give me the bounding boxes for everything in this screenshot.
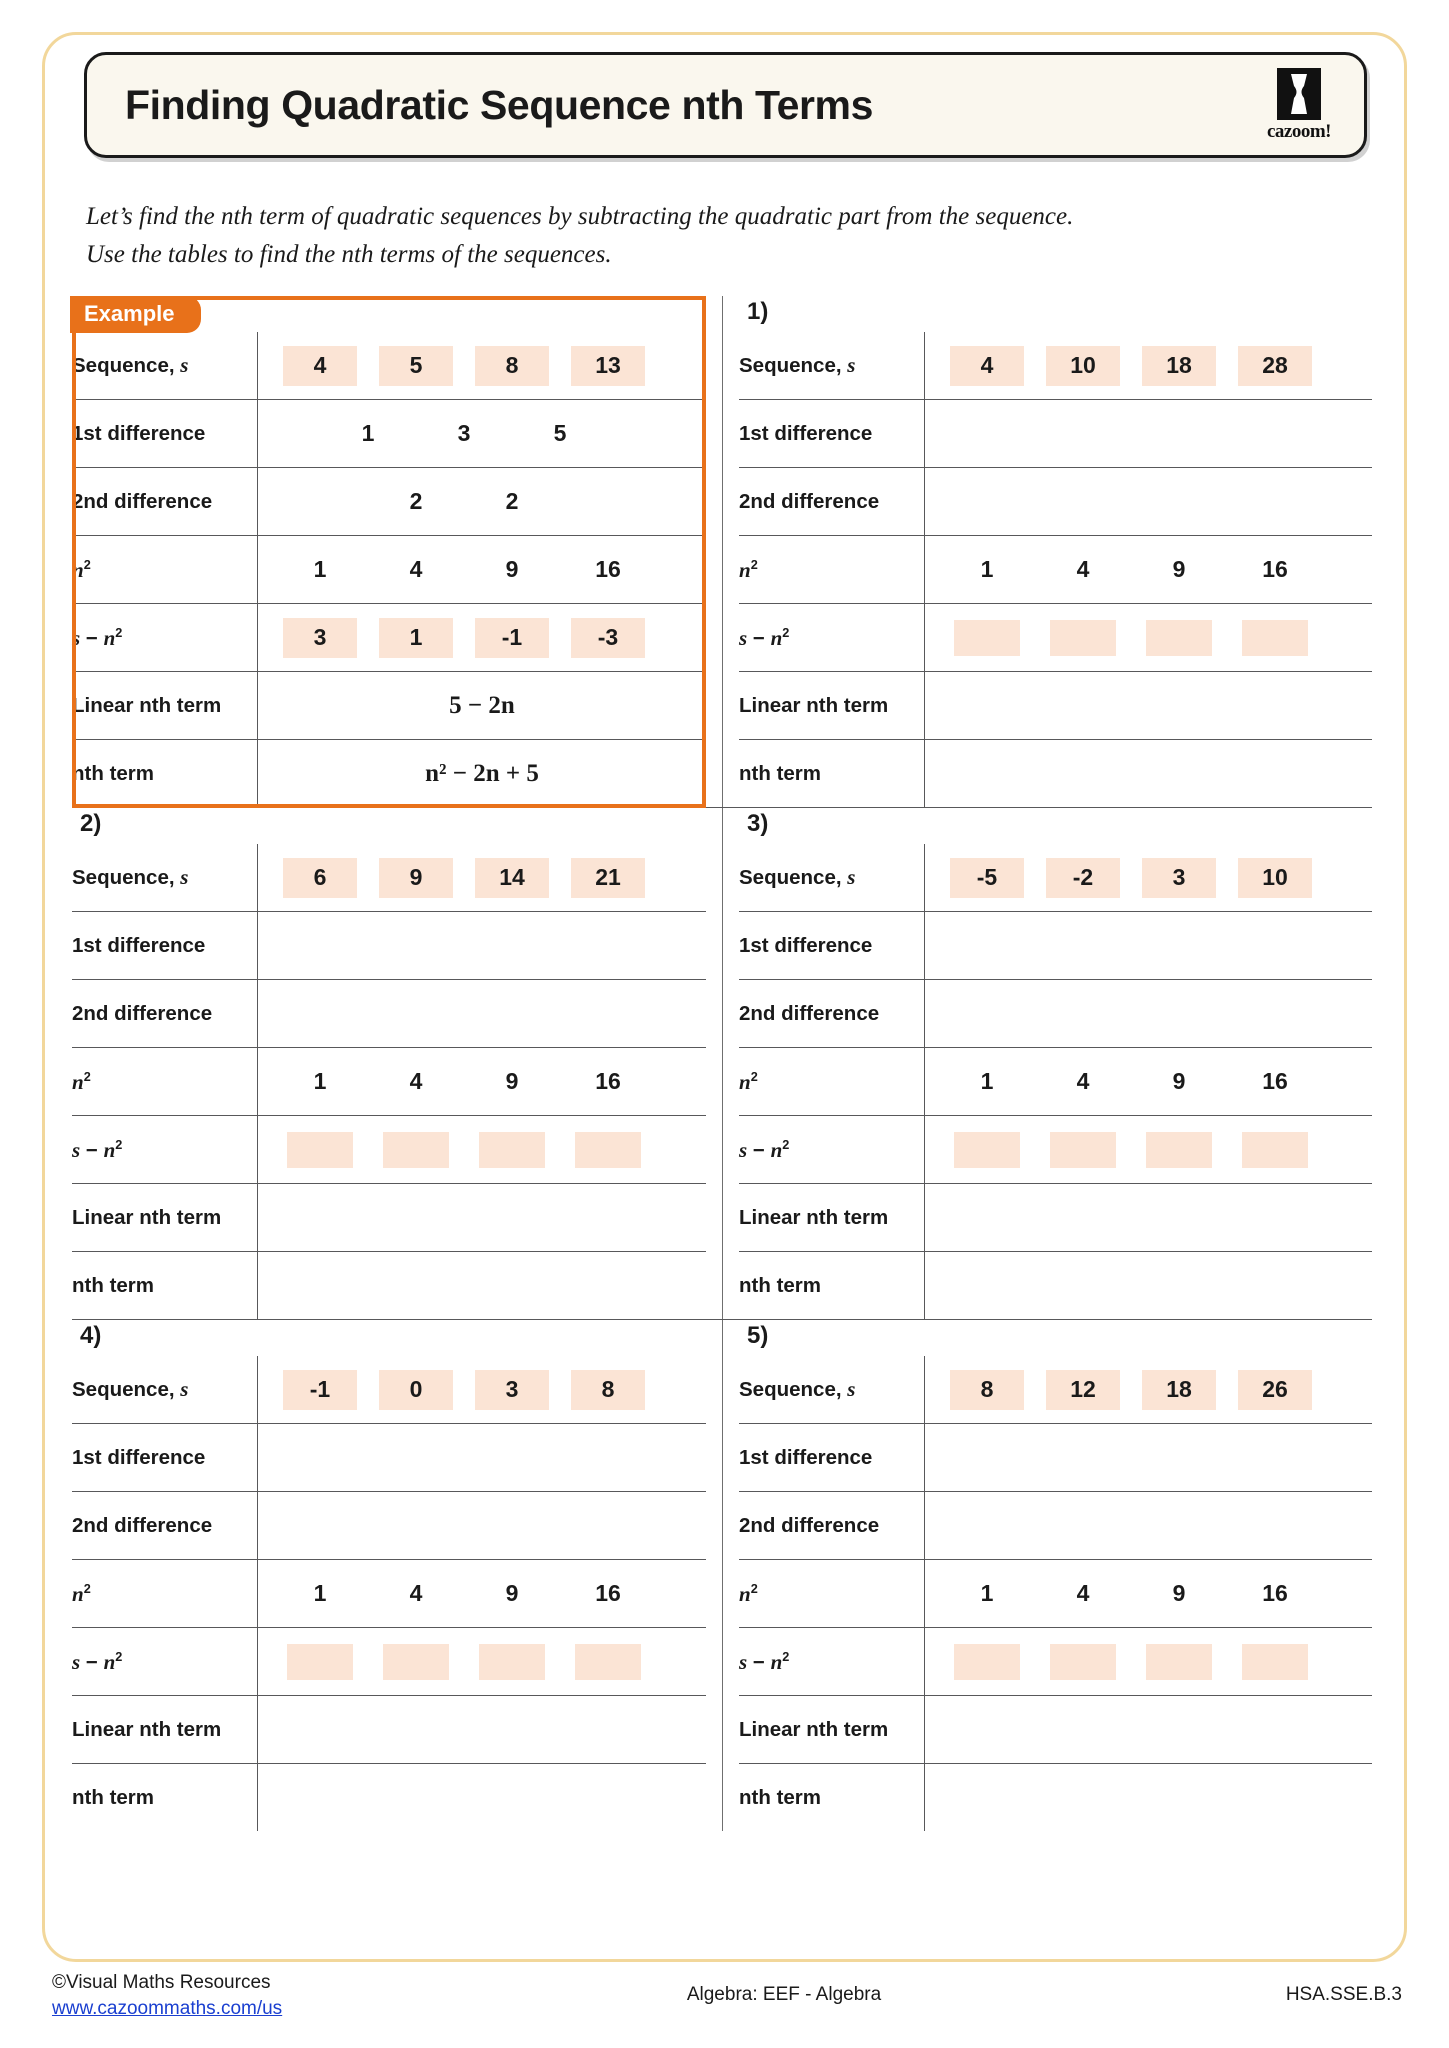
row-label-second-difference: 2nd difference	[72, 1492, 258, 1560]
value-text: 16	[595, 1068, 621, 1094]
row-label-second-difference: 2nd difference	[72, 980, 258, 1048]
table-row-nth-term	[72, 1764, 706, 1832]
row-values-n-squared	[925, 1048, 1373, 1116]
value-text: 3	[457, 420, 471, 446]
value-chip: 13	[571, 346, 645, 386]
row-label-linear-nth-term: Linear nth term	[72, 1696, 258, 1764]
row-label-second-difference: 2nd difference	[739, 980, 925, 1048]
question-number: 5)	[747, 1322, 769, 1349]
table-row-linear-nth-term	[72, 1184, 706, 1252]
table-row-linear-nth-term	[739, 1696, 1372, 1764]
answer-box[interactable]	[383, 1132, 449, 1168]
value-chip: 0	[379, 1370, 453, 1410]
table-row-s-minus-n-squared	[72, 1628, 706, 1696]
page-title: Finding Quadratic Sequence nth Terms	[125, 81, 874, 128]
answer-box[interactable]	[1242, 1132, 1308, 1168]
table-row-n-squared	[72, 1560, 706, 1628]
value-chip: 5	[379, 346, 453, 386]
answer-field-linear-nth-term[interactable]	[925, 1696, 1373, 1764]
question-number: 4)	[80, 1322, 102, 1349]
answer-box[interactable]	[575, 1132, 641, 1168]
table-row-second-difference	[739, 1492, 1372, 1560]
answer-field-nth-term[interactable]	[925, 740, 1373, 808]
answer-box[interactable]	[479, 1132, 545, 1168]
table-row-nth-term	[72, 1252, 706, 1320]
question-number: 2)	[80, 810, 102, 837]
row-label-nth-term: nth term	[739, 1764, 925, 1832]
row-values-s-minus-n-squared	[258, 1628, 707, 1696]
example-block	[72, 296, 722, 807]
answer-box[interactable]	[1146, 1644, 1212, 1680]
row-label-second-difference: 2nd difference	[739, 1492, 925, 1560]
row-values-sequence	[258, 1356, 707, 1424]
row-label-first-difference: 1st difference	[72, 912, 258, 980]
answer-field-nth-term[interactable]	[925, 1252, 1373, 1320]
row-label-n-squared: $n^2$	[739, 536, 925, 604]
value-chip: 4	[283, 346, 357, 386]
table-row-s-minus-n-squared	[739, 1116, 1372, 1184]
row-label-first-difference: 1st difference	[72, 1424, 258, 1492]
answer-field-first-difference[interactable]	[925, 912, 1373, 980]
answer-box[interactable]	[1242, 1644, 1308, 1680]
question-2-table	[72, 844, 706, 1319]
answer-field-linear-nth-term[interactable]	[258, 1184, 707, 1252]
question-2-header	[72, 808, 706, 844]
question-3-table	[739, 844, 1372, 1319]
row-label-nth-term: nth term	[739, 1252, 925, 1320]
table-row-nth-term	[739, 1252, 1372, 1320]
question-1-table	[739, 332, 1372, 807]
row-label-sequence: Sequence, s	[72, 844, 258, 912]
value-chip: -5	[950, 858, 1024, 898]
value-text: 9	[1172, 1580, 1186, 1606]
row-label-linear-nth-term: Linear nth term	[739, 1184, 925, 1252]
question-3-header	[739, 808, 1372, 844]
row-label-n-squared: $n^2$	[739, 1560, 925, 1628]
question-number: 1)	[747, 298, 769, 325]
value-text: 4	[1076, 1580, 1090, 1606]
table-row-second-difference	[739, 980, 1372, 1048]
value-text: 1	[313, 1580, 327, 1606]
row-values-s-minus-n-squared	[925, 1116, 1373, 1184]
question-4-header	[72, 1320, 706, 1356]
value-text: 16	[595, 556, 621, 582]
question-number: 3)	[747, 810, 769, 837]
value-chip: 8	[950, 1370, 1024, 1410]
row-label-n-squared: $n^2$	[72, 1560, 258, 1628]
footer-left	[52, 1970, 282, 2021]
value-text: 4	[409, 556, 423, 582]
answer-box[interactable]	[1050, 1644, 1116, 1680]
cazoom-mark-icon	[1277, 68, 1321, 120]
row-label-sequence: Sequence, s	[739, 1356, 925, 1424]
answer-box[interactable]	[383, 1644, 449, 1680]
row-values-sequence	[925, 332, 1373, 400]
answer-field-first-difference[interactable]	[925, 1424, 1373, 1492]
example-header	[72, 296, 706, 332]
row-label-sequence: Sequence, s	[739, 332, 925, 400]
table-row-s-minus-n-squared	[72, 1116, 706, 1184]
row-label-nth-term: nth term	[72, 740, 258, 808]
value-text: 4	[409, 1068, 423, 1094]
question-4-table	[72, 1356, 706, 1831]
row-label-sequence: Sequence, s	[72, 332, 258, 400]
row-label-n-squared: $n^2$	[72, 536, 258, 604]
answer-field-second-difference[interactable]	[258, 1492, 707, 1560]
row-values-nth-term	[258, 740, 707, 808]
value-chip: -3	[571, 618, 645, 658]
cazoom-logo	[1262, 68, 1336, 143]
table-row-sequence	[72, 332, 706, 400]
row-label-sequence: Sequence, s	[739, 844, 925, 912]
row-values-second-difference	[258, 468, 707, 536]
answer-field-second-difference[interactable]	[925, 1492, 1373, 1560]
example-table	[72, 332, 706, 807]
value-text: 1	[980, 556, 994, 582]
answer-field-linear-nth-term[interactable]	[925, 1184, 1373, 1252]
worksheet-title-bar	[84, 52, 1367, 158]
question-2-block	[72, 808, 722, 1319]
table-row-sequence	[72, 844, 706, 912]
answer-field-nth-term[interactable]	[258, 1764, 707, 1832]
answer-box[interactable]	[1050, 620, 1116, 656]
row-label-nth-term: nth term	[72, 1252, 258, 1320]
row-label-nth-term: nth term	[72, 1764, 258, 1832]
value-text: 1	[361, 420, 375, 446]
row-values-s-minus-n-squared	[258, 1116, 707, 1184]
row-label-n-squared: $n^2$	[72, 1048, 258, 1116]
answer-field-second-difference[interactable]	[925, 468, 1373, 536]
value-chip: 18	[1142, 1370, 1216, 1410]
table-row-second-difference	[72, 980, 706, 1048]
table-row-linear-nth-term	[72, 1696, 706, 1764]
row-values-n-squared	[258, 536, 707, 604]
value-text: 9	[505, 1068, 519, 1094]
table-row-first-difference	[739, 912, 1372, 980]
row-label-s-minus-n-squared: $s - n^2$	[739, 1116, 925, 1184]
value-text: 4	[1076, 1068, 1090, 1094]
table-row-first-difference	[739, 1424, 1372, 1492]
table-row-first-difference	[72, 912, 706, 980]
row-values-n-squared	[925, 1560, 1373, 1628]
table-row-second-difference	[72, 1492, 706, 1560]
table-row-sequence	[739, 844, 1372, 912]
table-row-first-difference	[72, 400, 706, 468]
value-chip: 9	[379, 858, 453, 898]
row-values-s-minus-n-squared	[925, 1628, 1373, 1696]
row-values-sequence	[925, 844, 1373, 912]
answer-box[interactable]	[1242, 620, 1308, 656]
table-row-n-squared	[739, 1560, 1372, 1628]
question-1-header	[739, 296, 1372, 332]
question-4-block	[72, 1320, 722, 1831]
instruction-line-2: Use the tables to find the nth terms of the sequences.	[86, 241, 612, 268]
table-row-sequence	[739, 332, 1372, 400]
value-text: 5	[553, 420, 567, 446]
row-label-first-difference: 1st difference	[72, 400, 258, 468]
answer-field-first-difference[interactable]	[258, 912, 707, 980]
table-row-n-squared	[739, 536, 1372, 604]
value-text: 1	[313, 1068, 327, 1094]
row-label-second-difference: 2nd difference	[72, 468, 258, 536]
row-values-sequence	[258, 332, 707, 400]
value-text: 1	[980, 1068, 994, 1094]
table-row-second-difference	[72, 468, 706, 536]
table-row-n-squared	[72, 536, 706, 604]
instruction-line-1: Let’s find the nth term of quadratic sequences by subtracting the quadratic part from the sequence.	[86, 203, 1074, 230]
row-label-first-difference: 1st difference	[739, 1424, 925, 1492]
value-text: 4	[1076, 556, 1090, 582]
table-row-linear-nth-term	[739, 672, 1372, 740]
value-chip: 8	[571, 1370, 645, 1410]
value-chip: 3	[283, 618, 357, 658]
row-label-s-minus-n-squared: $s - n^2$	[72, 1116, 258, 1184]
table-row-first-difference	[72, 1424, 706, 1492]
value-text: 2	[505, 488, 519, 514]
row-label-s-minus-n-squared: $s - n^2$	[739, 604, 925, 672]
value-chip: 28	[1238, 346, 1312, 386]
row-label-s-minus-n-squared: $s - n^2$	[739, 1628, 925, 1696]
answer-box[interactable]	[954, 1644, 1020, 1680]
worksheet-grid	[72, 296, 1372, 1831]
nth-term-formula: n² − 2n + 5	[425, 760, 539, 787]
row-label-first-difference: 1st difference	[739, 400, 925, 468]
question-5-block	[722, 1320, 1372, 1831]
value-chip: -1	[475, 618, 549, 658]
row-values-s-minus-n-squared	[258, 604, 707, 672]
value-text: 16	[595, 1580, 621, 1606]
answer-field-second-difference[interactable]	[258, 980, 707, 1048]
answer-box[interactable]	[287, 1132, 353, 1168]
value-text: 9	[1172, 1068, 1186, 1094]
row-values-first-difference	[258, 400, 707, 468]
table-row-sequence	[72, 1356, 706, 1424]
worksheet-row-2	[72, 808, 1372, 1319]
value-chip: 1	[379, 618, 453, 658]
footer-category: Algebra: EEF - Algebra	[686, 1984, 882, 2005]
value-text: 1	[980, 1580, 994, 1606]
footer-website-link[interactable]: www.cazoommaths.com/us	[52, 1997, 283, 2019]
value-text: 9	[505, 556, 519, 582]
instructions	[86, 198, 1356, 274]
table-row-linear-nth-term	[739, 1184, 1372, 1252]
value-chip: 3	[1142, 858, 1216, 898]
value-text: 4	[409, 1580, 423, 1606]
answer-box[interactable]	[954, 620, 1020, 656]
row-values-sequence	[925, 1356, 1373, 1424]
answer-field-first-difference[interactable]	[925, 400, 1373, 468]
value-chip: 12	[1046, 1370, 1120, 1410]
table-row-nth-term	[739, 1764, 1372, 1832]
value-text: 16	[1262, 556, 1288, 582]
value-text: 16	[1262, 1580, 1288, 1606]
row-label-s-minus-n-squared: $s - n^2$	[72, 604, 258, 672]
value-text: 16	[1262, 1068, 1288, 1094]
value-chip: 18	[1142, 346, 1216, 386]
row-values-n-squared	[258, 1048, 707, 1116]
value-text: 1	[313, 556, 327, 582]
value-chip: 8	[475, 346, 549, 386]
table-row-s-minus-n-squared	[739, 1628, 1372, 1696]
row-values-n-squared	[258, 1560, 707, 1628]
table-row-s-minus-n-squared	[72, 604, 706, 672]
row-label-s-minus-n-squared: $s - n^2$	[72, 1628, 258, 1696]
row-values-s-minus-n-squared	[925, 604, 1373, 672]
footer-standard-code: HSA.SSE.B.3	[1285, 1984, 1402, 2005]
answer-field-linear-nth-term[interactable]	[925, 672, 1373, 740]
answer-field-nth-term[interactable]	[925, 1764, 1373, 1832]
table-row-second-difference	[739, 468, 1372, 536]
value-chip: 3	[475, 1370, 549, 1410]
worksheet-row-3	[72, 1320, 1372, 1831]
row-label-linear-nth-term: Linear nth term	[72, 1184, 258, 1252]
answer-box[interactable]	[575, 1644, 641, 1680]
worksheet-row-1	[72, 296, 1372, 807]
question-5-header	[739, 1320, 1372, 1356]
answer-box[interactable]	[1146, 620, 1212, 656]
page-footer	[52, 1970, 1402, 2021]
answer-field-second-difference[interactable]	[925, 980, 1373, 1048]
answer-box[interactable]	[479, 1644, 545, 1680]
answer-box[interactable]	[1050, 1132, 1116, 1168]
row-values-sequence	[258, 844, 707, 912]
table-row-nth-term	[739, 740, 1372, 808]
copyright-text: ©Visual Maths Resources	[52, 1972, 271, 1993]
table-row-sequence	[739, 1356, 1372, 1424]
value-chip: 14	[475, 858, 549, 898]
question-3-block	[722, 808, 1372, 1319]
row-label-linear-nth-term: Linear nth term	[72, 672, 258, 740]
value-chip: -2	[1046, 858, 1120, 898]
value-chip: -1	[283, 1370, 357, 1410]
value-chip: 4	[950, 346, 1024, 386]
table-row-n-squared	[72, 1048, 706, 1116]
question-1-block	[722, 296, 1372, 807]
row-label-linear-nth-term: Linear nth term	[739, 672, 925, 740]
table-row-nth-term	[72, 740, 706, 808]
table-row-first-difference	[739, 400, 1372, 468]
value-chip: 10	[1238, 858, 1312, 898]
answer-field-first-difference[interactable]	[258, 1424, 707, 1492]
row-label-sequence: Sequence, s	[72, 1356, 258, 1424]
row-label-linear-nth-term: Linear nth term	[739, 1696, 925, 1764]
answer-field-nth-term[interactable]	[258, 1252, 707, 1320]
table-row-linear-nth-term	[72, 672, 706, 740]
value-chip: 26	[1238, 1370, 1312, 1410]
cazoom-wordmark: cazoom!	[1266, 120, 1332, 142]
row-label-nth-term: nth term	[739, 740, 925, 808]
linear-nth-term-formula: 5 − 2n	[449, 692, 515, 719]
answer-field-linear-nth-term[interactable]	[258, 1696, 707, 1764]
example-tab-label: Example	[70, 296, 201, 333]
answer-box[interactable]	[954, 1132, 1020, 1168]
row-values-linear-nth-term	[258, 672, 707, 740]
row-label-second-difference: 2nd difference	[739, 468, 925, 536]
answer-box[interactable]	[1146, 1132, 1212, 1168]
value-chip: 6	[283, 858, 357, 898]
row-label-n-squared: $n^2$	[739, 1048, 925, 1116]
value-chip: 10	[1046, 346, 1120, 386]
question-5-table	[739, 1356, 1372, 1831]
row-values-n-squared	[925, 536, 1373, 604]
value-text: 9	[505, 1580, 519, 1606]
table-row-s-minus-n-squared	[739, 604, 1372, 672]
row-label-first-difference: 1st difference	[739, 912, 925, 980]
table-row-n-squared	[739, 1048, 1372, 1116]
value-text: 2	[409, 488, 423, 514]
value-chip: 21	[571, 858, 645, 898]
answer-box[interactable]	[287, 1644, 353, 1680]
value-text: 9	[1172, 556, 1186, 582]
